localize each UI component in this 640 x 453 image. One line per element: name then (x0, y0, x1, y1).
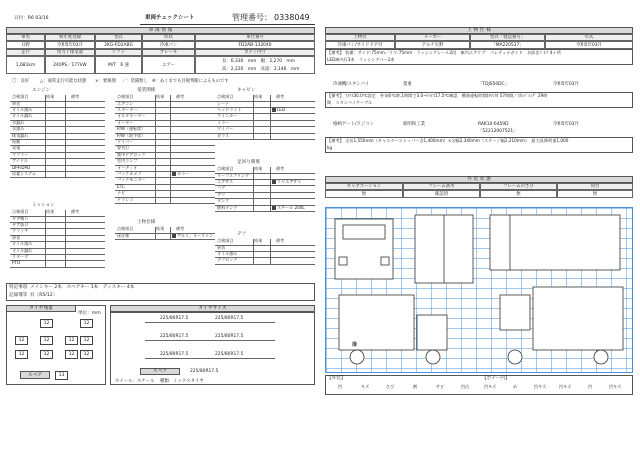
records-value: 有（R5/12） (30, 293, 58, 298)
row-line (10, 101, 105, 102)
legend-note: ※：あくまでも目視判断によるものです (152, 79, 229, 84)
row-line (115, 145, 215, 146)
row-line (10, 260, 105, 261)
mileage-value: 1,681km (6, 56, 45, 74)
check-item-label: タンク (217, 198, 230, 204)
upper-value-cell: 「MA220537」 (470, 41, 545, 49)
vehicle-header-cell: 車台番号 (195, 34, 315, 41)
vehicle-header2-cell: 走行 (6, 49, 45, 56)
col-line (45, 95, 46, 177)
def-section-title: デフ (237, 232, 247, 237)
special-notes-keys: メインキー 2本 スペアキー 1本 ディスキー 4本 (30, 285, 135, 290)
fridge-cell: 令和5年03月 (553, 82, 579, 87)
truck-top-body (490, 215, 620, 270)
check-item-label: 排気漏れ (12, 132, 29, 138)
special-notes-label: 特記事項 (9, 285, 28, 290)
check-item-label: 警告灯 (117, 145, 130, 151)
exterior-header-cell: フレームのさび (480, 183, 557, 190)
col-item-header: 点検項目 (12, 209, 29, 214)
vehicle-value-cell: 冷凍バン (142, 41, 195, 49)
check-item-label: 水漏れ (12, 119, 25, 125)
col-line (253, 239, 254, 264)
tire-size-left: 225/80R17.5 (160, 316, 189, 321)
legend-item: 凹 (337, 384, 343, 389)
upper-header-cell: 年式 (545, 34, 633, 41)
exterior-header-cell: 荷台 (557, 183, 633, 190)
upper-value-cell: 冷凍バン/サイドドア付 (325, 41, 395, 49)
upper-value-cell: 令和5年03月 (545, 41, 633, 49)
vehicle-header2-cell: シフト (95, 49, 142, 56)
col-item-header: 点検項目 (117, 94, 134, 99)
wheel-type: ホイール：スチール (115, 379, 155, 384)
vehicle-header-cell: 型式 (95, 34, 142, 41)
truck-side-wheel-rear (350, 350, 364, 364)
check-item-note: カラー (172, 172, 189, 177)
legend-item: 凹凸 (460, 384, 470, 389)
check-item-label: 集中ドアロック (117, 151, 146, 157)
tire-rear1-outer-left: 12 (15, 336, 28, 345)
exterior-value-cell: 確認済 (403, 190, 480, 198)
mgmt-label: 管理番号： (232, 13, 272, 22)
check-item-label: ウインカー (217, 113, 238, 119)
vehicle-value-cell: FD2AB-132040 (195, 41, 315, 49)
checkbox-icon (272, 108, 276, 112)
check-item-label: アイドル (12, 158, 29, 164)
check-item-label: PTO (12, 260, 21, 266)
checkbox-icon (272, 206, 276, 210)
check-item-label: ワイパー (217, 126, 234, 132)
row-line (215, 120, 315, 121)
col-line (155, 95, 156, 203)
row-line (115, 203, 215, 204)
truck-front-windshield (343, 225, 385, 239)
spare-size-label: スペア (140, 368, 180, 375)
tire-size-right: 225/80R17.5 (215, 334, 244, 339)
col-note-header: 備考 (71, 94, 80, 99)
remarks1-line2: LED庫内灯3本 ラッシングバー2本 (327, 57, 395, 62)
tire-type: 種類：ミックスタイヤ (160, 379, 204, 384)
check-item-label: バックカメラ (117, 170, 142, 176)
col-line (170, 95, 171, 203)
col-result-header: 結果 (156, 226, 165, 231)
brake-value: エアー (142, 56, 195, 74)
col-line (45, 210, 46, 267)
upper-header-cell: 上物名 (325, 34, 395, 41)
check-item-label: 発電 (12, 145, 21, 151)
check-item-label: ハブ (217, 185, 226, 191)
check-item-label: エアコン (117, 100, 134, 106)
exterior-value-cell: 無 (480, 190, 557, 198)
fridge-cell: 冷凍機/スタンバイ (333, 82, 370, 87)
body-size-row: 高：2,220 mm 床面：2,146 mm (222, 67, 300, 72)
tire-remaining-title: タイヤ残量 (6, 305, 76, 312)
check-item-label: 燃料タンク (217, 204, 238, 210)
vehicle-value-cell: 2KG-FD2ABG (95, 41, 142, 49)
legend-item: キズ (360, 384, 370, 389)
truck-side2-box (533, 287, 623, 350)
truck-side2-wheel-front (508, 350, 522, 364)
check-item-label: 異音 (12, 100, 21, 106)
spare-label: スペア (20, 371, 50, 379)
col-line (253, 95, 254, 139)
gate-cell: 格納ゲート/ラジコン (333, 122, 374, 127)
check-item-label: P/W（助手席） (117, 132, 146, 138)
row-line (115, 190, 215, 191)
row-line (215, 133, 315, 134)
fridge-cell: 菱重 (403, 82, 412, 87)
tire-rear2-outer-left: 12 (15, 350, 28, 359)
vehicle-header-cell: 形状 (142, 34, 195, 41)
check-item-note: スチール 200L (272, 206, 305, 211)
truck-side2-cab (500, 295, 530, 330)
row-line (215, 264, 315, 265)
fridge-cell: 「TDJS50DC」 (478, 82, 509, 87)
exterior-value-cell: 無 (325, 190, 403, 198)
check-item-label: メーター (117, 119, 134, 125)
tire-size-left: 225/80R17.5 (160, 334, 189, 339)
legend-item: 凹キズ (483, 384, 497, 389)
row-line (215, 101, 315, 102)
check-item-label: ドラレコ (117, 196, 134, 202)
check-item-label: 尿素システム (12, 170, 37, 176)
gate-cell: 新明和工業 (403, 122, 425, 127)
check-item-label: オイル滲み (12, 106, 33, 112)
row-line (215, 245, 315, 246)
exterior-value-cell: 無 (557, 190, 633, 198)
date-label: 日付：R6 03/16 (14, 16, 49, 21)
mission-section-title: ミッション (32, 203, 55, 208)
electrical-section-title: 電装関係 (137, 88, 156, 93)
legend-good: 〇：良好 (12, 79, 30, 84)
col-line (155, 227, 156, 239)
exterior-title: 外 装 状 態 (325, 176, 633, 183)
col-note-header: 備考 (276, 94, 285, 99)
checkbox-icon (172, 172, 176, 176)
truck-front-headlight-right (381, 257, 389, 265)
vehicle-header2-cell: ブレーキ (142, 49, 195, 56)
check-item-label: スターター (117, 106, 138, 112)
check-item-label: オイル漏れ (12, 113, 33, 119)
check-item-label: ETC (117, 183, 125, 189)
legend-item: 割 (412, 384, 418, 389)
engine-section-title: エンジン (32, 88, 51, 93)
check-item-note: LED (272, 108, 285, 113)
legend-item: 凹キズ (533, 384, 547, 389)
row-line (10, 177, 105, 178)
check-item-label: オイル滲み (12, 241, 33, 247)
tire-rear1-outer-right: 12 (80, 336, 93, 345)
legend-item: 凹キズ (558, 384, 572, 389)
tire-size-box (110, 312, 315, 385)
row-line (215, 185, 315, 186)
legend-item: め (512, 384, 518, 389)
remarks3-line2: kg (327, 145, 333, 150)
row-line (115, 239, 215, 240)
check-item-note: リヤエアサス (272, 180, 301, 185)
check-item-label: 異音 (12, 234, 21, 240)
col-line (253, 167, 254, 211)
tire-rear1-inner-right: 12 (65, 336, 78, 345)
check-item-note: アルミ、ネーストン (172, 234, 213, 239)
truck-diagram (325, 207, 633, 373)
sheet-title: 車両チェックシート (145, 15, 195, 21)
vehicle-value-cell: 日野 (6, 41, 45, 49)
col-line (270, 239, 271, 264)
checkbox-icon (272, 180, 276, 184)
legend-none: ／：装備無し (122, 79, 148, 84)
check-item-label: 異音 (217, 244, 226, 250)
col-result-header: 結果 (46, 94, 55, 99)
row-line (215, 211, 315, 212)
col-result-header: 結果 (254, 166, 263, 171)
mgmt-number: 0338049 (274, 13, 310, 22)
check-item-label: DPF/DPD (12, 164, 31, 170)
upper-value-cell: アルナ矢野 (395, 41, 470, 49)
tire-rear2-inner-left: 12 (40, 350, 53, 359)
truck-side-wheel-front (426, 350, 440, 364)
check-item-label: ナビ (117, 190, 126, 196)
checkbox-icon (172, 234, 176, 238)
check-item-label: 水滲み (12, 126, 25, 132)
remarks1-line1: 【備考】 装備：サイド:75mm／リヤ:75mm ラッシングレール2段 庫内エアリブ パレティナガイド 水抜きﾊﾞﾙﾌﾞ4ヶ所 (327, 50, 561, 55)
check-item-label: オーディオ (117, 164, 138, 170)
col-note-header: 備考 (176, 94, 185, 99)
check-item-label: ワイパー (117, 138, 134, 144)
check-item-label: バックモニター (117, 177, 146, 183)
exterior-header-cell: キャブコーション (325, 183, 403, 190)
col-line (270, 95, 271, 139)
truck-side2-wheel-rear (594, 350, 608, 364)
equipment-section-title: 上物仕様 (137, 220, 156, 225)
legend-normal: △：通常走行可能な状態 (40, 79, 87, 84)
vehicle-header2-cell: 馬力 / 排気量 (45, 49, 95, 56)
row-line (10, 139, 105, 140)
tire-size-title: タイヤサイズ (110, 305, 315, 312)
check-item-label: クラッチ (12, 228, 29, 234)
remarks3-line1: 【備考】 全長1,550mm（キャスターストッパー含1,400mm）×全幅2,340mm（ステージ幅2,210mm） 最大昇降荷重1,000 (327, 138, 569, 143)
check-item-label: ギア抜け (12, 221, 29, 227)
col-line (65, 210, 66, 267)
col-item-header: 点検項目 (217, 94, 234, 99)
body-size-row: 長：6,330 mm 幅：2,270 mm (222, 59, 295, 64)
shift-value: M/T 6 速 (95, 56, 142, 74)
row-line (10, 145, 105, 146)
truck-side-box (339, 295, 414, 350)
row-line (215, 198, 315, 199)
check-item-label: オルタネーター (117, 113, 146, 119)
col-line (65, 95, 66, 177)
col-line (170, 227, 171, 239)
upper-info-title: 上 物 仕 様 (325, 27, 633, 34)
row-line (10, 235, 105, 236)
col-note-header: 備考 (176, 226, 185, 231)
exterior-legend-title: 【外装】 (327, 376, 346, 381)
col-note-header: 備考 (276, 238, 285, 243)
vehicle-value-cell: 令和5年03月 (45, 41, 95, 49)
cab-section-title: キャビン (237, 88, 256, 93)
tire-unit: 単位：mm (78, 311, 101, 316)
check-item-label: デフ (217, 191, 226, 197)
check-item-label: ギア鳴り (12, 215, 29, 221)
vehicle-header-cell: 車名 (6, 34, 45, 41)
tire-size-left: 225/80R17.5 (160, 352, 189, 357)
check-item-label: エアサス (217, 178, 234, 184)
col-result-header: 結果 (156, 94, 165, 99)
body-size-title: ボディ内寸 (195, 49, 315, 56)
tire-front-right: 12 (80, 319, 93, 328)
records-label: 記録簿等 (9, 293, 28, 298)
check-item-label: ヘッドライト (217, 106, 242, 112)
col-result-header: 結果 (254, 238, 263, 243)
row-line (215, 139, 315, 140)
undercarriage-section-title: 足回り関係 (237, 160, 260, 165)
power-value: 240PS／177kW (45, 56, 95, 74)
header-underline (140, 24, 315, 25)
vehicle-info-title: 車 両 情 報 (6, 27, 315, 34)
legend-repair: ×：要修理 (95, 79, 116, 84)
col-line (270, 167, 271, 211)
check-item-label: デフロック (217, 257, 238, 263)
check-item-label: シート (217, 100, 230, 106)
row-line (10, 267, 105, 268)
gate-serial: 「52212007521」 (478, 129, 518, 134)
check-item-label: P/W（運転席） (117, 126, 146, 132)
upper-header-cell: 型式「製造番号」 (470, 34, 545, 41)
legend-item: サビ (435, 384, 445, 389)
row-line (215, 192, 315, 193)
truck-side-cab (417, 315, 447, 350)
col-item-header: 点検項目 (217, 166, 234, 171)
check-item-label: リーフスプリング (217, 172, 250, 178)
tire-rear2-inner-right: 12 (65, 350, 78, 359)
check-item-label: リターダ (12, 253, 29, 259)
check-item-label: マフラー (12, 151, 29, 157)
truck-front-headlight-left (339, 257, 347, 265)
gate-cell: 令和5年03月 (553, 122, 579, 127)
tire-front-left: 12 (40, 319, 53, 328)
check-item-label: ミラー (217, 119, 230, 125)
tire-rear1-inner-left: 12 (40, 336, 53, 345)
col-note-header: 備考 (276, 166, 285, 171)
legend-item: 凹キズ (608, 384, 622, 389)
check-item-label: オイル滲み (217, 250, 238, 256)
legend-item: 凹 (587, 384, 593, 389)
vehicle-header-cell: 初年度登録 (45, 34, 95, 41)
tire-spare-value: 13 (55, 371, 68, 380)
check-item-label: オイル漏れ (12, 247, 33, 253)
row-line (115, 184, 215, 185)
body-legend-title: 【ボデー内】 (482, 376, 510, 381)
gate-cell: RAK10-6459D (478, 122, 509, 127)
col-item-header: 点検項目 (217, 238, 234, 243)
upper-header-cell: メーカー (395, 34, 470, 41)
col-item-header: 点検項目 (12, 94, 29, 99)
col-note-header: 備考 (71, 209, 80, 214)
check-item-label: 床仕様 (117, 232, 130, 238)
tire-size-right: 225/80R17.5 (215, 316, 244, 321)
remarks2-line2: 間 スタンバイケーブル (327, 100, 373, 105)
tire-rear2-outer-right: 12 (80, 350, 93, 359)
remarks2-line1: 【備考】 ﾏｲﾅｽ30.0℃設定 外気6℃時,1時間で3.0→ﾏｲﾅｽ17.5℃確認 棚装違転時間(ｶｳﾝﾀ) 57時間／ｽﾀﾝﾊﾞｲﾝｸﾞ 29時 (327, 93, 548, 98)
check-item-label: 始動 (12, 138, 21, 144)
spare-size-value: 225/80R17.5 (190, 369, 219, 374)
check-item-label: 室内ランプ (117, 158, 138, 164)
door-mark: 扉 (352, 342, 358, 348)
exterior-header-cell: フレーム备考 (403, 183, 480, 190)
check-item-label: ガラス (217, 132, 230, 138)
col-result-header: 結果 (254, 94, 263, 99)
legend-item: さび (385, 384, 395, 389)
col-result-header: 結果 (46, 209, 55, 214)
tire-size-right: 225/80R17.5 (215, 352, 244, 357)
col-item-header: 点検項目 (117, 226, 134, 231)
